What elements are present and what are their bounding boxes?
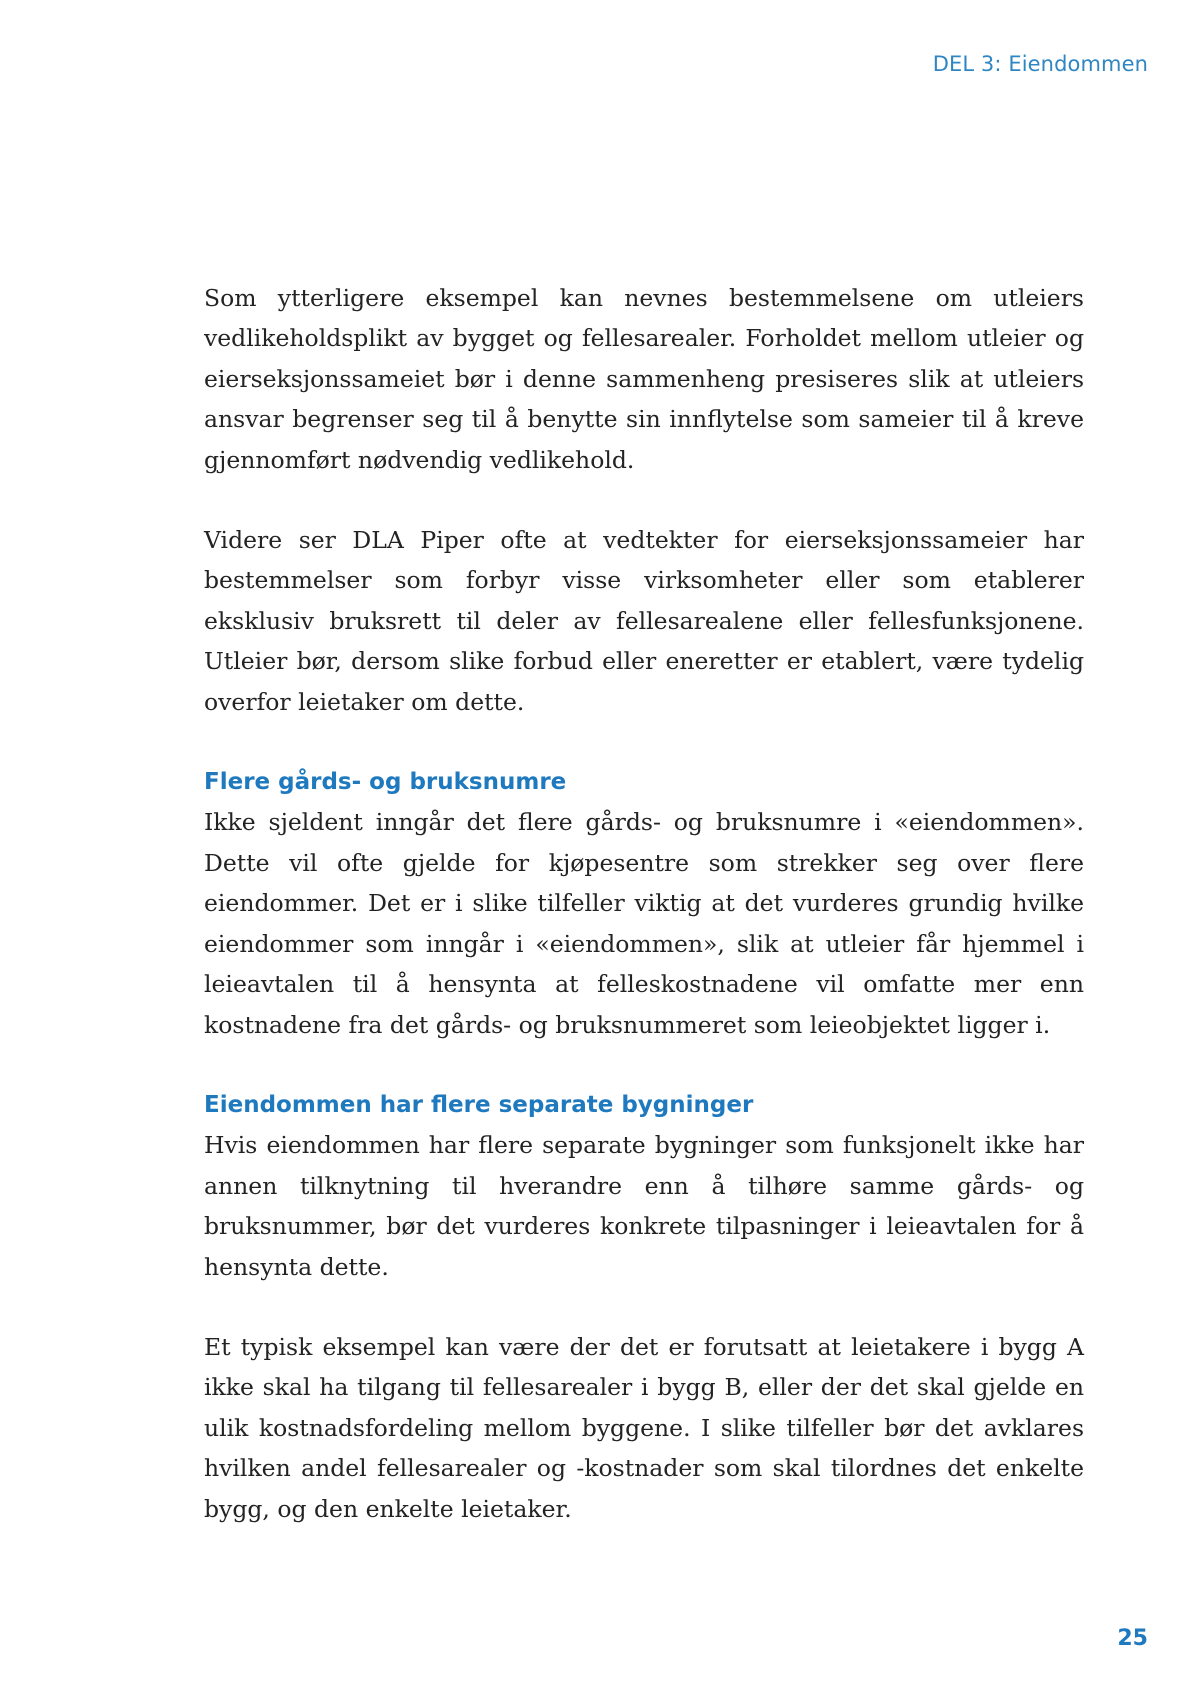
body-paragraph: Som ytterligere eksempel kan nevnes bestemmelsene om utleiers vedlikeholdsplikt av bygget og fellesarealer. Forholdet mellom utleier og eierseksjonssameiet bør i denne sammenheng presiseres slik at utleiers ansvar begrenser seg til å benytte sin innflytelse som sameier til å kreve gjennomført nødvendig vedlikehold. (204, 284, 1084, 474)
body-paragraph: Et typisk eksempel kan være der det er forutsatt at leietakere i bygg A ikke skal ha tilgang til fellesarealer i bygg B, eller der det skal gjelde en ulik kostnadsfordeling mellom byggene. I slike tilfeller bør det avklares hvilken andel fellesarealer og -kostnader som skal tilordnes det enkelte bygg, og den enkelte leietaker. (204, 1332, 1084, 1523)
page-number: 25 (1117, 1626, 1148, 1651)
running-header: DEL 3: Eiendommen (932, 52, 1148, 76)
body-paragraph: Ikke sjeldent inngår det flere gårds- og bruksnumre i «eiendommen». Dette vil ofte gjelde for kjøpesentre som strekker seg over flere eiendommer. Det er i slike tilfeller viktig at det vurderes grundig hvilke eiendommer som inngår i «eiendommen», slik at utleier får hjemmel i leieavtalen til å hensynta at felleskostnadene vil omfatte mer enn kostnadene fra det gårds- og bruksnummeret som leieobjektet ligger i. (204, 808, 1084, 1039)
section-separate-buildings (204, 1085, 1084, 1287)
section-heading: Eiendommen har flere separate bygninger (204, 1091, 754, 1118)
body-paragraph: Hvis eiendommen har flere separate bygninger som funksjonelt ikke har annen tilknytning til hverandre enn å tilhøre samme gårds- og bruksnummer, bør det vurderes konkrete tilpasninger i leieavtalen for å hensynta dette. (204, 1131, 1084, 1281)
section-multiple-property-numbers (204, 762, 1084, 1045)
page-body (204, 278, 1084, 1529)
body-paragraph: Videre ser DLA Piper ofte at vedtekter for eierseksjonssameier har bestemmelser som forbyr visse virksomheter eller som etablerer eksklusiv bruksrett til deler av fellesarealene eller fellesfunksjonene. Utleier bør, dersom slike forbud eller eneretter er etablert, være tydelig overfor leietaker om dette. (204, 526, 1084, 716)
section-heading: Flere gårds- og bruksnumre (204, 769, 567, 796)
